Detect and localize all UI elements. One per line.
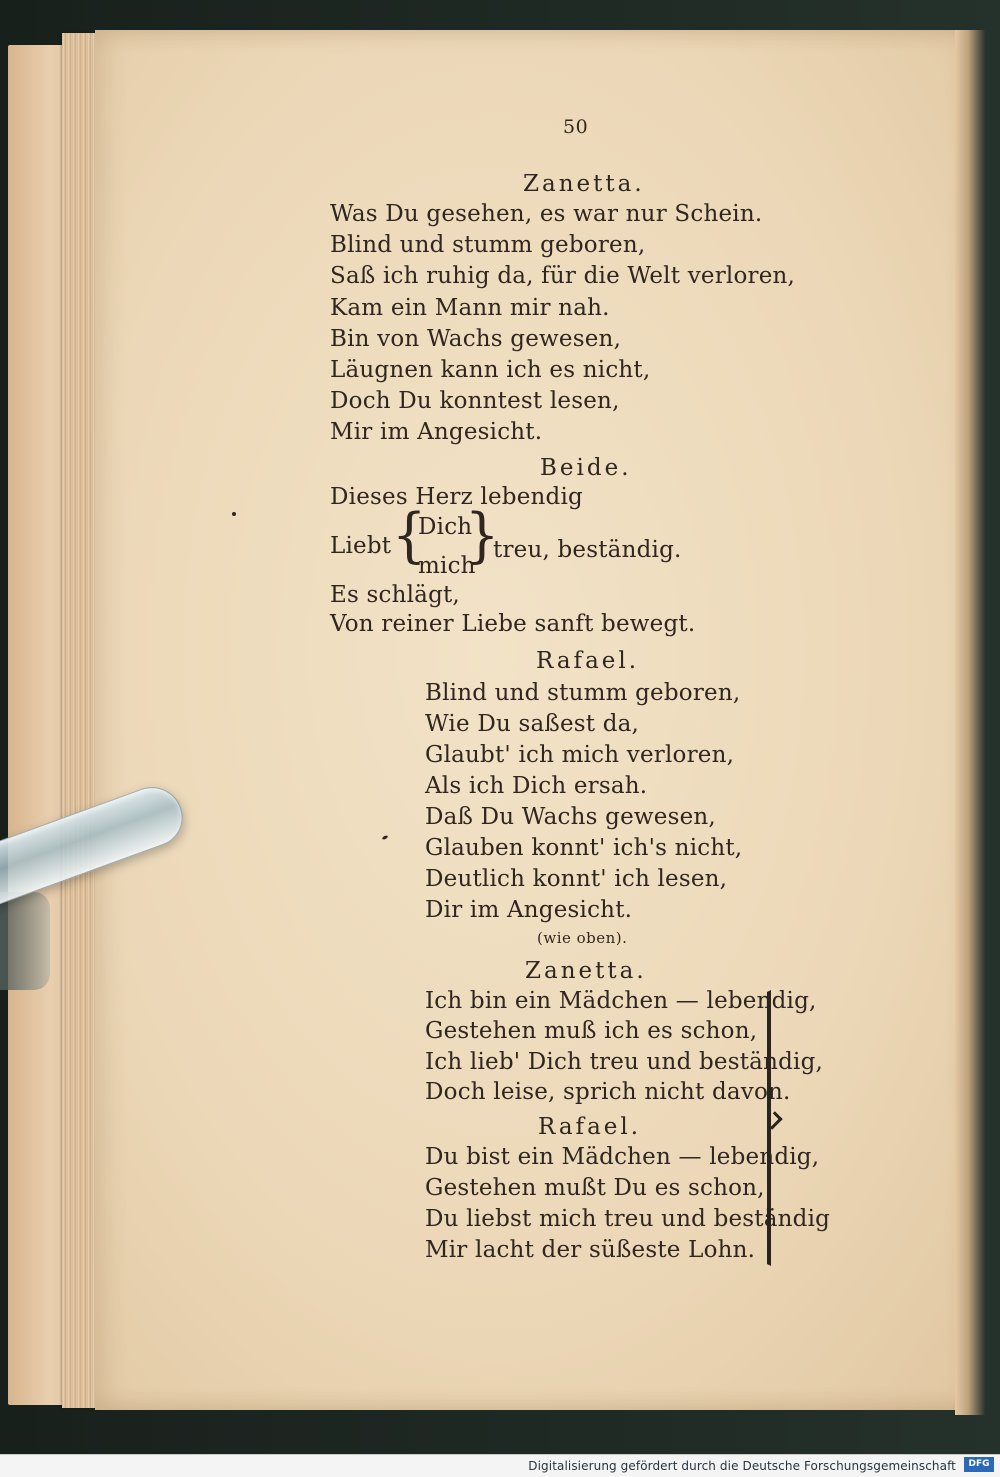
- vertical-bracket-icon: [759, 990, 771, 1266]
- verse-line: Du liebst mich treu und beständig: [425, 1206, 831, 1232]
- verse-line: Glauben konnt' ich's nicht,: [425, 835, 743, 861]
- verse-line: Wie Du saßest da,: [425, 711, 640, 737]
- verse-line: Saß ich ruhig da, für die Welt verloren,: [330, 263, 796, 289]
- verse-line: Als ich Dich ersah.: [425, 773, 648, 799]
- ruler-shadow: [0, 892, 50, 990]
- verse-line: Doch leise, sprich nicht davon.: [425, 1079, 791, 1105]
- verse-line: Gestehen mußt Du es schon,: [425, 1175, 765, 1201]
- verse-line: mich: [418, 553, 476, 579]
- verse-line: Von reiner Liebe sanft bewegt.: [330, 611, 696, 637]
- verse-line: Dieses Herz lebendig: [330, 484, 583, 510]
- left-brace-icon: {: [392, 500, 427, 570]
- digitization-credit: Digitalisierung gefördert durch die Deutsche Forschungsgemeinschaft: [528, 1459, 956, 1473]
- verse-line: Ich bin ein Mädchen — lebendig,: [425, 988, 817, 1014]
- verse-line: Kam ein Mann mir nah.: [330, 295, 610, 321]
- verse-line: Was Du gesehen, es war nur Schein.: [330, 201, 763, 227]
- verse-line: Daß Du Wachs gewesen,: [425, 804, 716, 830]
- verse-line: Deutlich konnt' ich lesen,: [425, 866, 728, 892]
- speaker-rafael: Rafael.: [536, 648, 640, 674]
- speaker-zanetta: Zanetta.: [525, 958, 647, 984]
- verse-line: Liebt: [330, 533, 392, 559]
- page-gutter-shadow: [955, 30, 985, 1415]
- verse-line: Es schlägt,: [330, 582, 460, 608]
- verse-line: Bin von Wachs gewesen,: [330, 326, 622, 352]
- verse-line: Blind und stumm geboren,: [330, 232, 646, 258]
- ink-speck-icon: [232, 512, 236, 516]
- verse-line: Doch Du konntest lesen,: [330, 388, 620, 414]
- verse-line: Läugnen kann ich es nicht,: [330, 357, 651, 383]
- verse-line: Gestehen muß ich es schon,: [425, 1018, 758, 1044]
- verse-line: Dich: [418, 514, 473, 540]
- dfg-logo-icon: DFG: [964, 1457, 994, 1472]
- verse-line: Ich lieb' Dich treu und beständig,: [425, 1049, 824, 1075]
- stage-direction: (wie oben).: [537, 929, 628, 947]
- speaker-rafael: Rafael.: [538, 1114, 642, 1140]
- speaker-zanetta: Zanetta.: [523, 171, 645, 197]
- speaker-beide: Beide.: [540, 455, 632, 481]
- verse-line: Du bist ein Mädchen — lebendig,: [425, 1144, 820, 1170]
- page-number: 50: [563, 116, 589, 138]
- verse-line: Mir lacht der süßeste Lohn.: [425, 1237, 756, 1263]
- verse-line: Blind und stumm geboren,: [425, 680, 741, 706]
- verse-line: treu, beständig.: [493, 537, 682, 563]
- verse-line: Dir im Angesicht.: [425, 897, 633, 923]
- verse-line: Mir im Angesicht.: [330, 419, 543, 445]
- verse-line: Glaubt' ich mich verloren,: [425, 742, 735, 768]
- right-brace-icon: }: [465, 500, 500, 570]
